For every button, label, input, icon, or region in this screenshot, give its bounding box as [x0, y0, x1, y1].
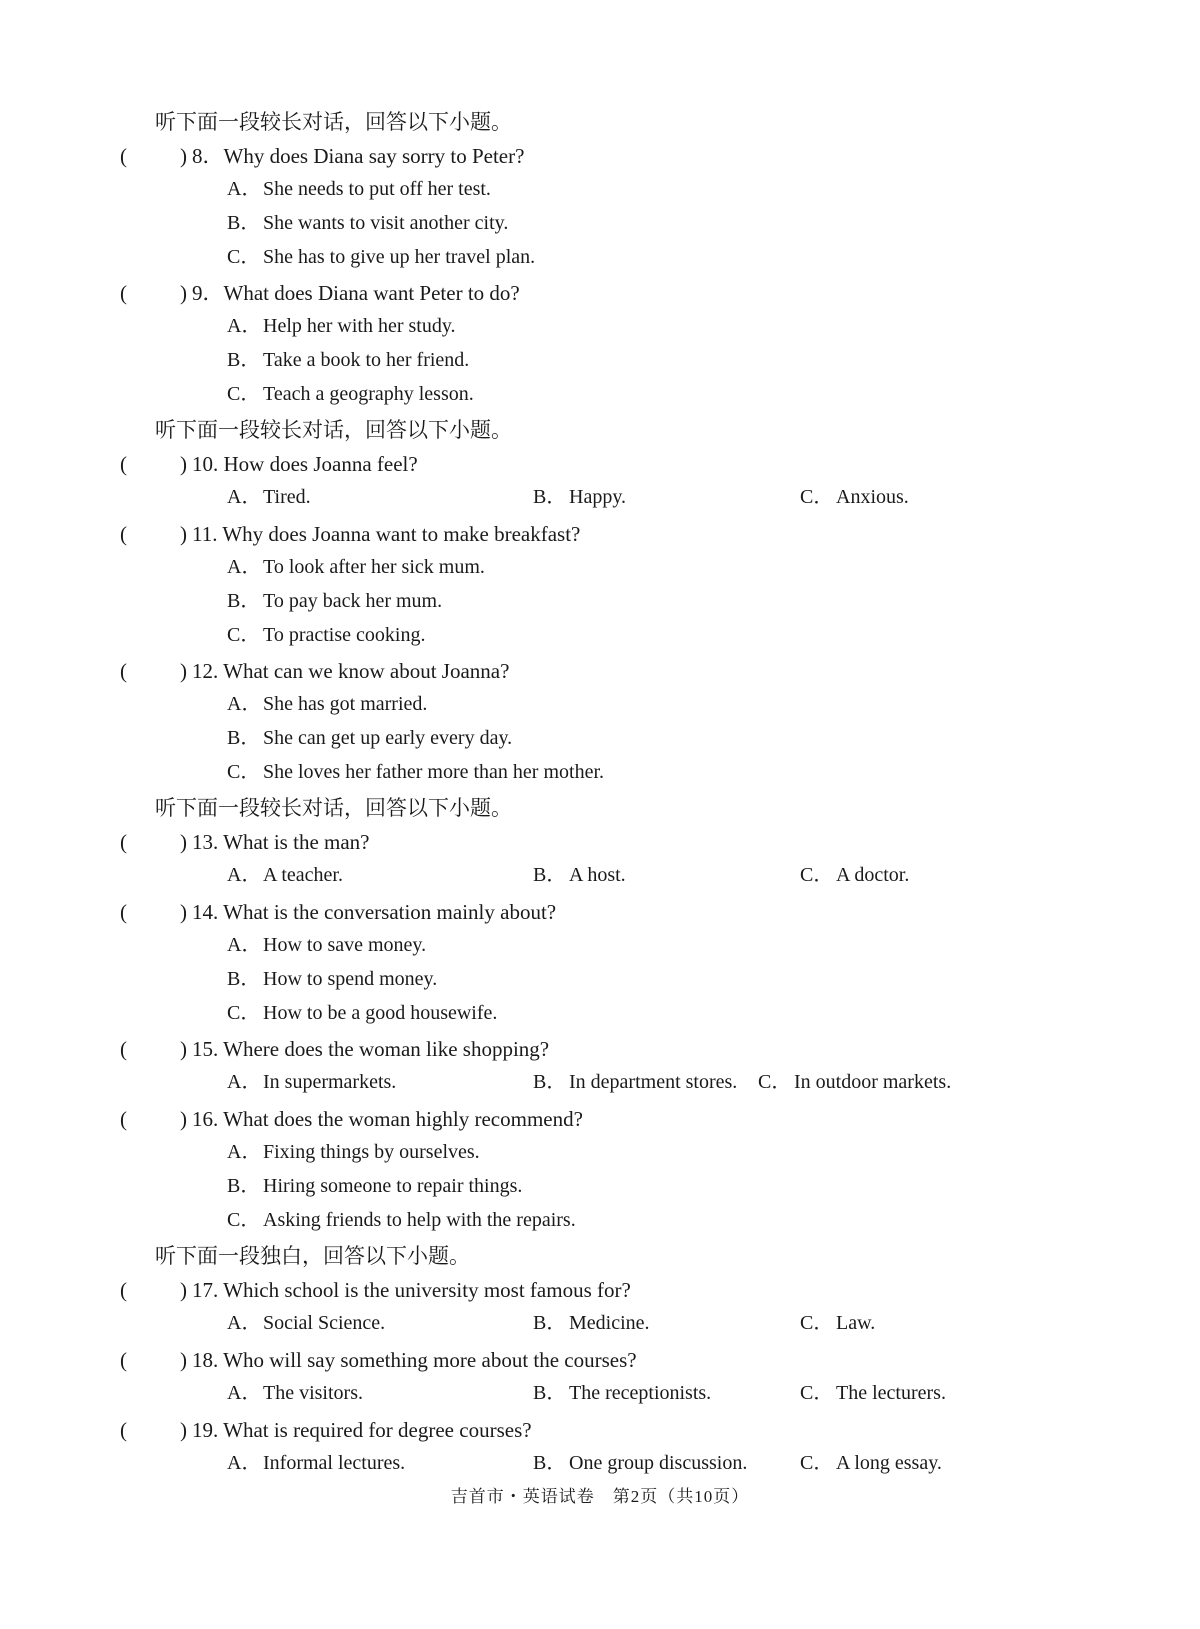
option-text: She has to give up her travel plan. — [263, 246, 536, 268]
option-text: She needs to put off her test. — [263, 178, 491, 200]
option-text: A teacher. — [263, 864, 343, 886]
answer-bracket-right: ) — [180, 659, 187, 683]
option-letter: A． — [227, 486, 262, 508]
question-text: 17. Which school is the university most famous for? — [192, 1278, 631, 1302]
option-text: She can get up early every day. — [263, 727, 513, 749]
page-footer: 吉首市・英语试卷 第2页（共10页） — [450, 1487, 750, 1506]
answer-option — [533, 865, 626, 885]
answer-option — [533, 1383, 711, 1403]
option-text: Hiring someone to repair things. — [263, 1175, 523, 1197]
option-letter: C． — [227, 624, 261, 646]
option-letter: A． — [227, 1312, 262, 1334]
option-letter: C． — [227, 1209, 261, 1231]
answer-bracket-right: ) — [180, 1278, 187, 1302]
answer-bracket-right: ) — [180, 144, 187, 168]
option-letter: B． — [227, 1175, 261, 1197]
option-letter: C． — [800, 1382, 834, 1404]
option-text: She loves her father more than her mother. — [263, 761, 604, 783]
option-letter: C． — [227, 761, 261, 783]
option-letter: A． — [227, 178, 262, 200]
option-text: She wants to visit another city. — [263, 212, 509, 234]
answer-bracket-right: ) — [180, 1418, 187, 1442]
answer-option — [227, 557, 485, 577]
answer-bracket-left: ( — [120, 830, 127, 854]
option-text: A doctor. — [836, 864, 910, 886]
answer-option — [227, 247, 535, 267]
answer-option — [800, 1453, 942, 1473]
option-letter: B． — [533, 1452, 567, 1474]
answer-option — [227, 591, 442, 611]
answer-bracket-right: ) — [180, 1348, 187, 1372]
answer-option — [800, 1383, 946, 1403]
option-letter: B． — [227, 349, 261, 371]
answer-option — [227, 1313, 385, 1333]
answer-bracket-right: ) — [180, 1107, 187, 1131]
answer-bracket-left: ( — [120, 522, 127, 546]
option-letter: B． — [227, 968, 261, 990]
option-letter: A． — [227, 934, 262, 956]
option-text: A long essay. — [836, 1452, 942, 1474]
option-text: Informal lectures. — [263, 1452, 406, 1474]
answer-option — [758, 1072, 951, 1092]
answer-option — [227, 969, 437, 989]
answer-option — [227, 1142, 480, 1162]
option-text: To look after her sick mum. — [263, 556, 485, 578]
answer-option — [227, 213, 508, 233]
option-letter: C． — [227, 246, 261, 268]
answer-bracket-left: ( — [120, 144, 127, 168]
answer-option — [227, 350, 469, 370]
option-letter: A． — [227, 315, 262, 337]
answer-bracket-right: ) — [180, 281, 187, 305]
option-text: In supermarkets. — [263, 1071, 397, 1093]
question-text: 12. What can we know about Joanna? — [192, 659, 510, 683]
option-letter: A． — [227, 864, 262, 886]
option-text: Medicine. — [569, 1312, 650, 1334]
question-text: 18. Who will say something more about the courses? — [192, 1348, 637, 1372]
question-text: 16. What does the woman highly recommend? — [192, 1107, 583, 1131]
answer-option — [227, 935, 426, 955]
option-text: The receptionists. — [569, 1382, 712, 1404]
answer-option — [227, 1176, 522, 1196]
answer-option — [227, 694, 427, 714]
option-letter: B． — [533, 486, 567, 508]
answer-option — [227, 384, 474, 404]
answer-option — [227, 316, 456, 336]
answer-option — [227, 179, 491, 199]
question-text: 10. How does Joanna feel? — [192, 452, 418, 476]
option-text: In outdoor markets. — [794, 1071, 952, 1093]
section-instruction: 听下面一段较长对话，回答以下小题。 — [155, 418, 512, 442]
option-letter: A． — [227, 556, 262, 578]
option-text: Tired. — [263, 486, 311, 508]
answer-bracket-right: ) — [180, 830, 187, 854]
answer-option — [227, 1072, 396, 1092]
option-text: She has got married. — [263, 693, 428, 715]
option-text: A host. — [569, 864, 626, 886]
option-letter: B． — [533, 1382, 567, 1404]
option-letter: B． — [227, 590, 261, 612]
question-text: 19. What is required for degree courses? — [192, 1418, 532, 1442]
option-letter: C． — [758, 1071, 792, 1093]
answer-bracket-left: ( — [120, 900, 127, 924]
option-text: Law. — [836, 1312, 876, 1334]
option-text: Asking friends to help with the repairs. — [263, 1209, 576, 1231]
answer-bracket-left: ( — [120, 1107, 127, 1131]
answer-bracket-left: ( — [120, 1348, 127, 1372]
answer-bracket-left: ( — [120, 659, 127, 683]
option-text: Take a book to her friend. — [263, 349, 470, 371]
section-instruction: 听下面一段较长对话，回答以下小题。 — [155, 110, 512, 134]
option-text: How to be a good housewife. — [263, 1002, 498, 1024]
option-text: How to save money. — [263, 934, 427, 956]
option-letter: C． — [227, 1002, 261, 1024]
answer-bracket-right: ) — [180, 452, 187, 476]
answer-option — [227, 625, 425, 645]
answer-bracket-left: ( — [120, 452, 127, 476]
option-text: How to spend money. — [263, 968, 438, 990]
option-text: The visitors. — [263, 1382, 363, 1404]
option-letter: A． — [227, 1382, 262, 1404]
option-text: Help her with her study. — [263, 315, 456, 337]
section-instruction: 听下面一段独白，回答以下小题。 — [155, 1244, 470, 1268]
answer-option — [533, 487, 626, 507]
answer-option — [533, 1453, 747, 1473]
option-text: The lecturers. — [836, 1382, 946, 1404]
answer-option — [227, 762, 604, 782]
answer-option — [800, 865, 909, 885]
question-text: 8．Why does Diana say sorry to Peter? — [192, 144, 525, 168]
option-letter: B． — [533, 864, 567, 886]
section-instruction: 听下面一段较长对话，回答以下小题。 — [155, 796, 512, 820]
option-letter: B． — [533, 1312, 567, 1334]
answer-option — [800, 1313, 875, 1333]
option-text: To pay back her mum. — [263, 590, 443, 612]
answer-option — [227, 1003, 497, 1023]
question-text: 13. What is the man? — [192, 830, 370, 854]
option-text: Anxious. — [836, 486, 909, 508]
option-letter: A． — [227, 1071, 262, 1093]
answer-option — [227, 728, 512, 748]
answer-bracket-right: ) — [180, 900, 187, 924]
question-text: 11. Why does Joanna want to make breakfast? — [192, 522, 581, 546]
option-text: Happy. — [569, 486, 627, 508]
option-letter: A． — [227, 693, 262, 715]
option-letter: B． — [227, 727, 261, 749]
option-letter: C． — [800, 1312, 834, 1334]
answer-option — [227, 1383, 363, 1403]
option-letter: C． — [227, 383, 261, 405]
option-letter: B． — [227, 212, 261, 234]
option-letter: C． — [800, 864, 834, 886]
option-letter: C． — [800, 1452, 834, 1474]
answer-option — [227, 1210, 576, 1230]
option-letter: B． — [533, 1071, 567, 1093]
option-text: To practise cooking. — [263, 624, 426, 646]
answer-option — [227, 865, 343, 885]
answer-option — [533, 1072, 737, 1092]
answer-bracket-left: ( — [120, 1418, 127, 1442]
option-letter: A． — [227, 1141, 262, 1163]
answer-option — [227, 1453, 405, 1473]
option-letter: C． — [800, 486, 834, 508]
answer-bracket-right: ) — [180, 1037, 187, 1061]
question-text: 15. Where does the woman like shopping? — [192, 1037, 550, 1061]
option-text: Teach a geography lesson. — [263, 383, 474, 405]
option-text: One group discussion. — [569, 1452, 748, 1474]
answer-option — [533, 1313, 650, 1333]
option-text: In department stores. — [569, 1071, 738, 1093]
answer-option — [800, 487, 909, 507]
answer-option — [227, 487, 311, 507]
option-text: Social Science. — [263, 1312, 386, 1334]
question-text: 9．What does Diana want Peter to do? — [192, 281, 520, 305]
question-text: 14. What is the conversation mainly about? — [192, 900, 557, 924]
option-letter: A． — [227, 1452, 262, 1474]
answer-bracket-right: ) — [180, 522, 187, 546]
answer-bracket-left: ( — [120, 1278, 127, 1302]
answer-bracket-left: ( — [120, 1037, 127, 1061]
option-text: Fixing things by ourselves. — [263, 1141, 480, 1163]
answer-bracket-left: ( — [120, 281, 127, 305]
